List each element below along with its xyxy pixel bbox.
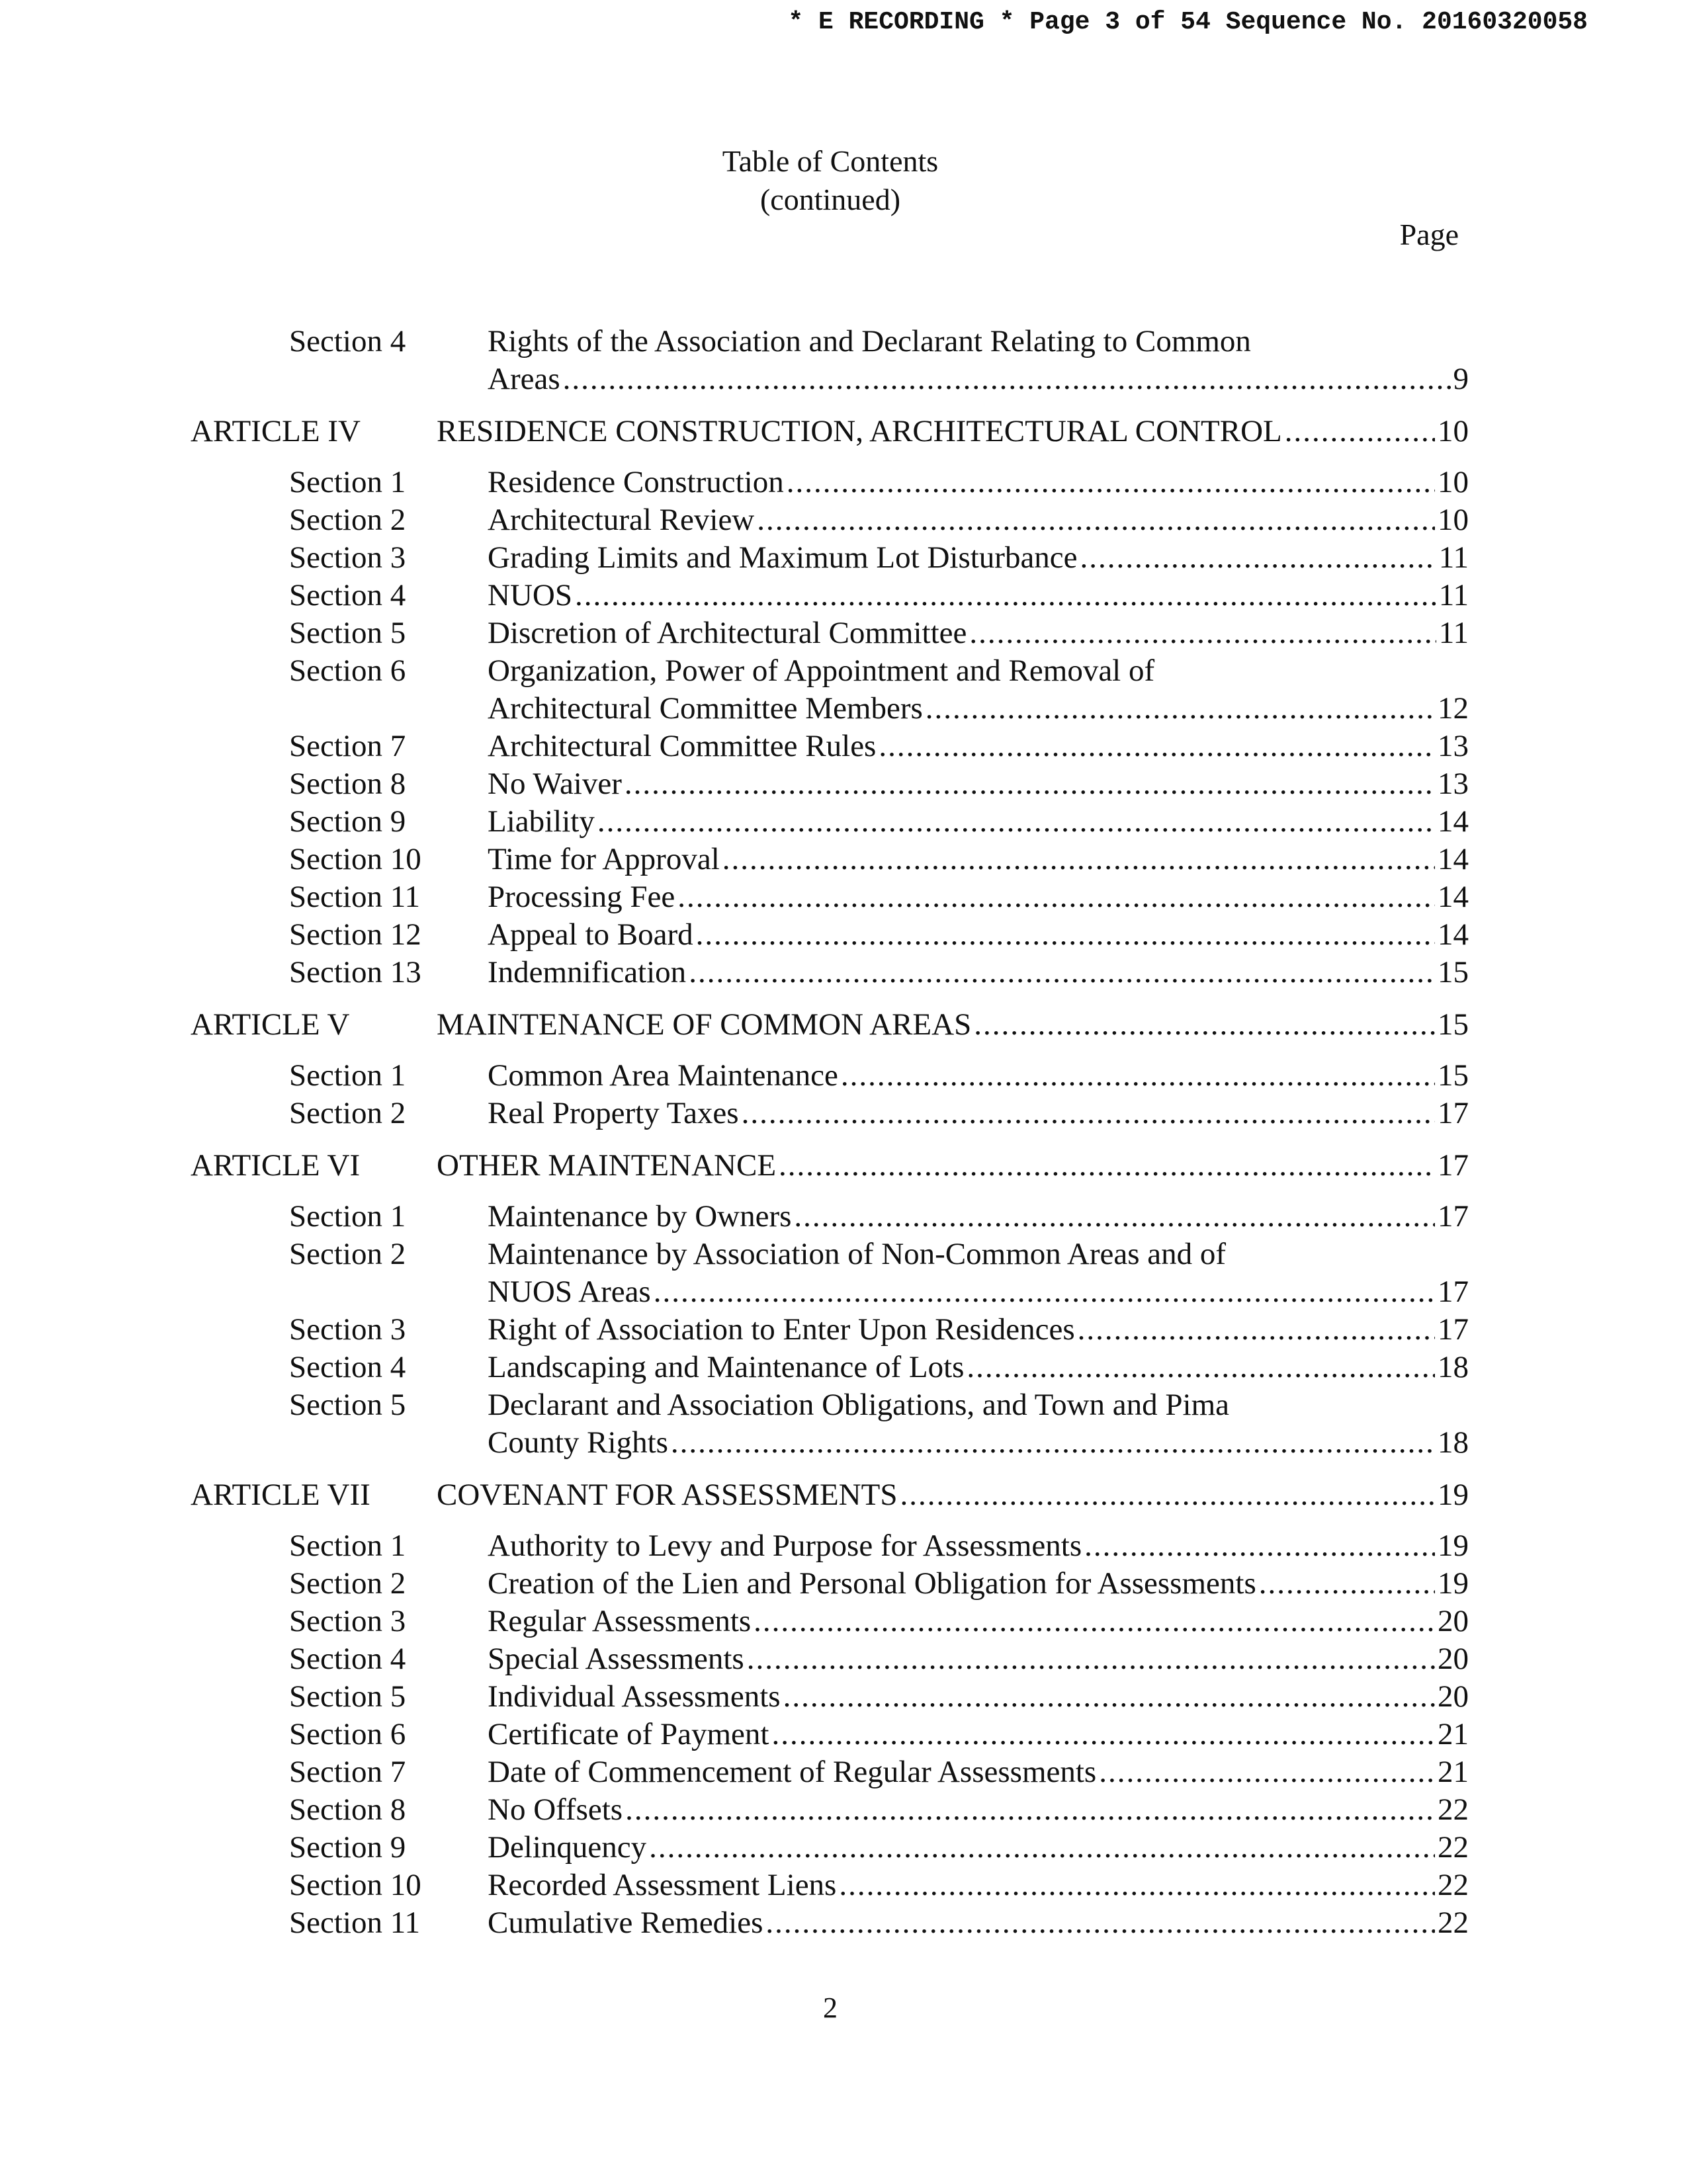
toc-section-row [0, 539, 1687, 577]
toc-entry-title: COVENANT FOR ASSESSMENTS [437, 1478, 898, 1512]
toc-page-number: 19 [1438, 1566, 1469, 1601]
toc-entry-line [488, 1829, 1469, 1867]
toc-page-number: 22 [1438, 1906, 1469, 1940]
section-label: Section 5 [289, 616, 406, 650]
toc-entry-title: Cumulative Remedies [488, 1906, 763, 1940]
toc-entry-title: No Offsets [488, 1792, 623, 1827]
toc-page-number: 15 [1438, 955, 1469, 989]
toc-article-row [0, 1006, 1687, 1044]
toc-entry-title: Maintenance by Association of Non-Common Areas and of [488, 1237, 1227, 1271]
toc-entry [437, 413, 1469, 450]
article-label: ARTICLE IV [191, 414, 361, 448]
toc-page-number: 19 [1438, 1478, 1469, 1512]
toc-entry-line [488, 1424, 1469, 1462]
toc-entry-line [488, 916, 1469, 954]
toc-entry-line [488, 1349, 1469, 1386]
toc-entry-line [488, 1527, 1469, 1565]
toc-section-row [0, 652, 1687, 728]
toc-entry [437, 1147, 1469, 1185]
section-label: Section 2 [289, 1566, 406, 1601]
toc-section-row [0, 916, 1687, 954]
toc-page-number: 12 [1438, 691, 1469, 726]
toc-entry-title: Areas [488, 362, 560, 396]
toc-entry-title: Residence Construction [488, 465, 784, 499]
toc-entry-line [437, 1006, 1469, 1044]
toc-page-number: 14 [1438, 804, 1469, 839]
toc-section-row [0, 1829, 1687, 1867]
toc-entry [488, 577, 1469, 614]
toc-page-number: 21 [1438, 1755, 1469, 1789]
section-label: Section 5 [289, 1679, 406, 1714]
dot-leader [677, 878, 1435, 916]
dot-leader [1078, 1311, 1435, 1349]
toc-section-row [0, 1640, 1687, 1678]
toc-entry-line [488, 360, 1469, 398]
toc-section-row [0, 803, 1687, 841]
dot-leader [771, 1716, 1435, 1753]
dot-leader [900, 1476, 1435, 1514]
toc-entry [488, 1867, 1469, 1904]
toc-section-row [0, 1867, 1687, 1904]
toc-entry [488, 464, 1469, 501]
toc-entry [488, 954, 1469, 991]
toc-entry [488, 1057, 1469, 1095]
toc-entry [488, 1527, 1469, 1565]
section-label: Section 8 [289, 767, 406, 801]
toc-entry-line [488, 765, 1469, 803]
toc-entry-title: Regular Assessments [488, 1604, 752, 1638]
toc-page-number: 13 [1438, 767, 1469, 801]
section-label: Section 1 [289, 1199, 406, 1234]
toc-section-row [0, 1716, 1687, 1753]
toc-entry-title: Real Property Taxes [488, 1096, 739, 1130]
toc-section-row [0, 1791, 1687, 1829]
toc-entry-title: Delinquency [488, 1830, 647, 1865]
toc-entry [437, 1476, 1469, 1514]
toc-entry-line [488, 539, 1469, 577]
section-label: Section 7 [289, 1755, 406, 1789]
section-label: Section 5 [289, 1388, 406, 1422]
toc-page-number: 13 [1438, 729, 1469, 763]
toc-page-number: 20 [1438, 1679, 1469, 1714]
toc-entry-title: Special Assessments [488, 1642, 744, 1676]
dot-leader [654, 1273, 1435, 1311]
toc-entry [488, 1678, 1469, 1716]
dot-leader [1259, 1565, 1435, 1603]
toc-page-number: 22 [1438, 1792, 1469, 1827]
dot-leader [625, 765, 1435, 803]
toc-entry-line [488, 690, 1469, 728]
dot-leader [722, 841, 1435, 878]
toc-entry-title: Liability [488, 804, 595, 839]
toc-page-number: 14 [1438, 917, 1469, 952]
toc-entry-line [488, 728, 1469, 765]
toc-section-row [0, 1386, 1687, 1462]
toc-entry-title: Authority to Levy and Purpose for Assessments [488, 1529, 1082, 1563]
toc-entry-title: Right of Association to Enter Upon Residences [488, 1312, 1075, 1347]
dot-leader [974, 1006, 1435, 1044]
toc-entry [488, 501, 1469, 539]
toc-page-number: 20 [1438, 1642, 1469, 1676]
toc-entry-title: Time for Approval [488, 842, 720, 876]
toc-entry-title: Grading Limits and Maximum Lot Disturbance [488, 540, 1078, 575]
toc-page-number: 11 [1438, 616, 1469, 650]
dot-leader [754, 1603, 1435, 1640]
toc-entry-line [488, 1640, 1469, 1678]
toc-entry-line [437, 1476, 1469, 1514]
toc-article-row [0, 1147, 1687, 1185]
recording-stamp: * E RECORDING * Page 3 of 54 Sequence No. 20160320058 [788, 8, 1588, 36]
toc-entry-title: Architectural Committee Rules [488, 729, 877, 763]
toc-page-number: 15 [1438, 1058, 1469, 1093]
toc-entry-line [488, 1095, 1469, 1132]
toc-entry-title: Individual Assessments [488, 1679, 781, 1714]
toc-entry-line [488, 1603, 1469, 1640]
toc-page-number: 17 [1438, 1096, 1469, 1130]
toc-entry-title: Common Area Maintenance [488, 1058, 838, 1093]
dot-leader [1084, 1527, 1435, 1565]
toc-section-row [0, 1057, 1687, 1095]
toc-entry [488, 1311, 1469, 1349]
dot-leader [779, 1147, 1435, 1185]
toc-subtitle-line: (continued) [759, 183, 901, 216]
toc-page-number: 15 [1438, 1007, 1469, 1042]
toc-entry-line [437, 1147, 1469, 1185]
toc-section-row [0, 577, 1687, 614]
toc-page-number: 11 [1438, 578, 1469, 612]
toc-entry-line [488, 501, 1469, 539]
dot-leader [1080, 539, 1436, 577]
toc-page-number: 20 [1438, 1604, 1469, 1638]
toc-page-number: 17 [1438, 1148, 1469, 1183]
article-label: ARTICLE VI [191, 1148, 361, 1183]
toc-section-row [0, 954, 1687, 991]
section-label: Section 4 [289, 578, 406, 612]
dot-leader [839, 1867, 1435, 1904]
section-label: Section 11 [289, 1906, 420, 1940]
toc-section-row [0, 1198, 1687, 1236]
section-label: Section 3 [289, 540, 406, 575]
toc-entry-line [488, 803, 1469, 841]
toc-entry-line [488, 652, 1469, 690]
toc-page-number: 10 [1438, 414, 1469, 448]
toc-entry-line [488, 1678, 1469, 1716]
dot-leader [563, 360, 1451, 398]
toc-section-row [0, 1236, 1687, 1311]
toc-entry [488, 1565, 1469, 1603]
section-label: Section 2 [289, 503, 406, 537]
toc-section-row [0, 464, 1687, 501]
toc-entry-title: NUOS Areas [488, 1275, 651, 1309]
dot-leader [783, 1678, 1435, 1716]
toc-entry [437, 1006, 1469, 1044]
toc-section-row [0, 765, 1687, 803]
toc-entry-title: Architectural Committee Members [488, 691, 923, 726]
toc-entry-title: No Waiver [488, 767, 622, 801]
toc-entry [488, 1829, 1469, 1867]
toc-page-number: 17 [1438, 1275, 1469, 1309]
toc-page-number: 14 [1438, 842, 1469, 876]
dot-leader [967, 1349, 1435, 1386]
toc-section-row [0, 841, 1687, 878]
page-column-header: Page [1399, 218, 1459, 251]
dot-leader [696, 916, 1435, 954]
section-label: Section 9 [289, 804, 406, 839]
toc-entry-line [488, 1386, 1469, 1424]
toc-entry [488, 539, 1469, 577]
toc-entry [488, 1198, 1469, 1236]
section-label: Section 1 [289, 1529, 406, 1563]
section-label: Section 6 [289, 1717, 406, 1751]
toc-entry [488, 1349, 1469, 1386]
toc-section-row [0, 1527, 1687, 1565]
dot-leader [1099, 1753, 1435, 1791]
toc-page-number: 18 [1438, 1425, 1469, 1460]
section-label: Section 4 [289, 1642, 406, 1676]
toc-entry-title: Rights of the Association and Declarant Relating to Common [488, 324, 1251, 358]
toc-section-row [0, 1904, 1687, 1942]
toc-entry [488, 1386, 1469, 1462]
toc-page-number: 21 [1438, 1717, 1469, 1751]
section-label: Section 3 [289, 1312, 406, 1347]
toc-entry-line [488, 614, 1469, 652]
toc-section-row [0, 728, 1687, 765]
dot-leader [757, 501, 1435, 539]
toc-entry [488, 765, 1469, 803]
dot-leader [969, 614, 1436, 652]
toc-entry-title: Recorded Assessment Liens [488, 1868, 837, 1902]
toc-section-row [0, 1603, 1687, 1640]
section-label: Section 4 [289, 324, 406, 358]
article-label: ARTICLE V [191, 1007, 350, 1042]
toc-entry-title: Processing Fee [488, 880, 675, 914]
dot-leader [794, 1198, 1435, 1236]
dot-leader [841, 1057, 1435, 1095]
dot-leader [575, 577, 1436, 614]
toc-section-row [0, 1311, 1687, 1349]
section-label: Section 4 [289, 1350, 406, 1384]
toc-entry [488, 878, 1469, 916]
toc-section-row [0, 1565, 1687, 1603]
toc-entry [488, 916, 1469, 954]
dot-leader [765, 1904, 1435, 1942]
toc-entry-title: County Rights [488, 1425, 668, 1460]
section-label: Section 6 [289, 653, 406, 688]
section-label: Section 8 [289, 1792, 406, 1827]
toc-entry-line [488, 1904, 1469, 1942]
section-label: Section 11 [289, 880, 420, 914]
toc-entry-line [488, 1565, 1469, 1603]
toc-entry-line [488, 323, 1469, 360]
toc-entry [488, 1640, 1469, 1678]
toc-entry-title: RESIDENCE CONSTRUCTION, ARCHITECTURAL CONTROL [437, 414, 1282, 448]
toc-page-number: 11 [1438, 540, 1469, 575]
toc-section-row [0, 878, 1687, 916]
toc-entry-line [488, 1716, 1469, 1753]
toc-entry-line [437, 413, 1469, 450]
section-label: Section 2 [289, 1096, 406, 1130]
dot-leader [649, 1829, 1435, 1867]
toc-entry [488, 1095, 1469, 1132]
toc-entry-title: NUOS [488, 578, 572, 612]
toc-entry-title: Creation of the Lien and Personal Obligation for Assessments [488, 1566, 1256, 1601]
section-label: Section 1 [289, 465, 406, 499]
toc-section-row [0, 1095, 1687, 1132]
toc-page-number: 19 [1438, 1529, 1469, 1563]
toc-entry [488, 1716, 1469, 1753]
article-label: ARTICLE VII [191, 1478, 370, 1512]
toc-entry [488, 1753, 1469, 1791]
toc-entry-line [488, 1311, 1469, 1349]
toc-page-number: 22 [1438, 1868, 1469, 1902]
toc-entry-title: Organization, Power of Appointment and Removal of [488, 653, 1155, 688]
section-label: Section 12 [289, 917, 421, 952]
toc-entry [488, 614, 1469, 652]
toc-entry-line [488, 954, 1469, 991]
toc-entry [488, 323, 1469, 398]
toc-entry [488, 841, 1469, 878]
toc-page-number: 10 [1438, 465, 1469, 499]
section-label: Section 2 [289, 1237, 406, 1271]
toc-entry-line [488, 878, 1469, 916]
section-label: Section 10 [289, 1868, 421, 1902]
toc-entry [488, 1791, 1469, 1829]
toc-entry-title: Certificate of Payment [488, 1717, 769, 1751]
section-label: Section 1 [289, 1058, 406, 1093]
dot-leader [1285, 413, 1435, 450]
toc-section-row [0, 1753, 1687, 1791]
toc-entry-title: Landscaping and Maintenance of Lots [488, 1350, 965, 1384]
toc-page-number: 9 [1453, 362, 1469, 396]
toc-entry-title: OTHER MAINTENANCE [437, 1148, 777, 1183]
toc-entry-line [488, 1273, 1469, 1311]
toc-entry-line [488, 1057, 1469, 1095]
toc-entry [488, 652, 1469, 728]
table-of-contents [0, 323, 1687, 1942]
toc-entry-title: Architectural Review [488, 503, 755, 537]
toc-entry [488, 1904, 1469, 1942]
toc-entry [488, 1236, 1469, 1311]
dot-leader [742, 1095, 1435, 1132]
toc-article-row [0, 413, 1687, 450]
toc-title-line: Table of Contents [722, 144, 939, 178]
toc-entry-line [488, 1791, 1469, 1829]
section-label: Section 13 [289, 955, 421, 989]
toc-page-number: 17 [1438, 1312, 1469, 1347]
toc-entry-line [488, 1753, 1469, 1791]
dot-leader [689, 954, 1435, 991]
toc-entry [488, 728, 1469, 765]
dot-leader [671, 1424, 1435, 1462]
toc-title [0, 142, 1661, 219]
section-label: Section 3 [289, 1604, 406, 1638]
toc-entry-line [488, 841, 1469, 878]
toc-entry [488, 803, 1469, 841]
toc-entry-title: Discretion of Architectural Committee [488, 616, 967, 650]
toc-section-row [0, 323, 1687, 398]
toc-page-number: 22 [1438, 1830, 1469, 1865]
dot-leader [747, 1640, 1435, 1678]
section-label: Section 7 [289, 729, 406, 763]
toc-entry-line [488, 1198, 1469, 1236]
toc-section-row [0, 614, 1687, 652]
toc-entry-line [488, 1867, 1469, 1904]
toc-page-number: 10 [1438, 503, 1469, 537]
dot-leader [787, 464, 1435, 501]
toc-page-number: 17 [1438, 1199, 1469, 1234]
toc-section-row [0, 501, 1687, 539]
toc-entry-line [488, 577, 1469, 614]
section-label: Section 10 [289, 842, 421, 876]
toc-section-row [0, 1349, 1687, 1386]
toc-entry-title: Maintenance by Owners [488, 1199, 792, 1234]
toc-page-number: 14 [1438, 880, 1469, 914]
dot-leader [879, 728, 1435, 765]
section-label: Section 9 [289, 1830, 406, 1865]
toc-entry [488, 1603, 1469, 1640]
toc-entry-title: Date of Commencement of Regular Assessments [488, 1755, 1097, 1789]
toc-article-row [0, 1476, 1687, 1514]
toc-page-number: 18 [1438, 1350, 1469, 1384]
toc-entry-title: Declarant and Association Obligations, and Town and Pima [488, 1388, 1230, 1422]
page-number: 2 [823, 1992, 838, 2024]
dot-leader [926, 690, 1435, 728]
toc-section-row [0, 1678, 1687, 1716]
toc-entry-line [488, 1236, 1469, 1273]
dot-leader [625, 1791, 1435, 1829]
toc-entry-line [488, 464, 1469, 501]
toc-entry-title: Appeal to Board [488, 917, 693, 952]
dot-leader [597, 803, 1435, 841]
toc-entry-title: MAINTENANCE OF COMMON AREAS [437, 1007, 972, 1042]
toc-entry-title: Indemnification [488, 955, 687, 989]
